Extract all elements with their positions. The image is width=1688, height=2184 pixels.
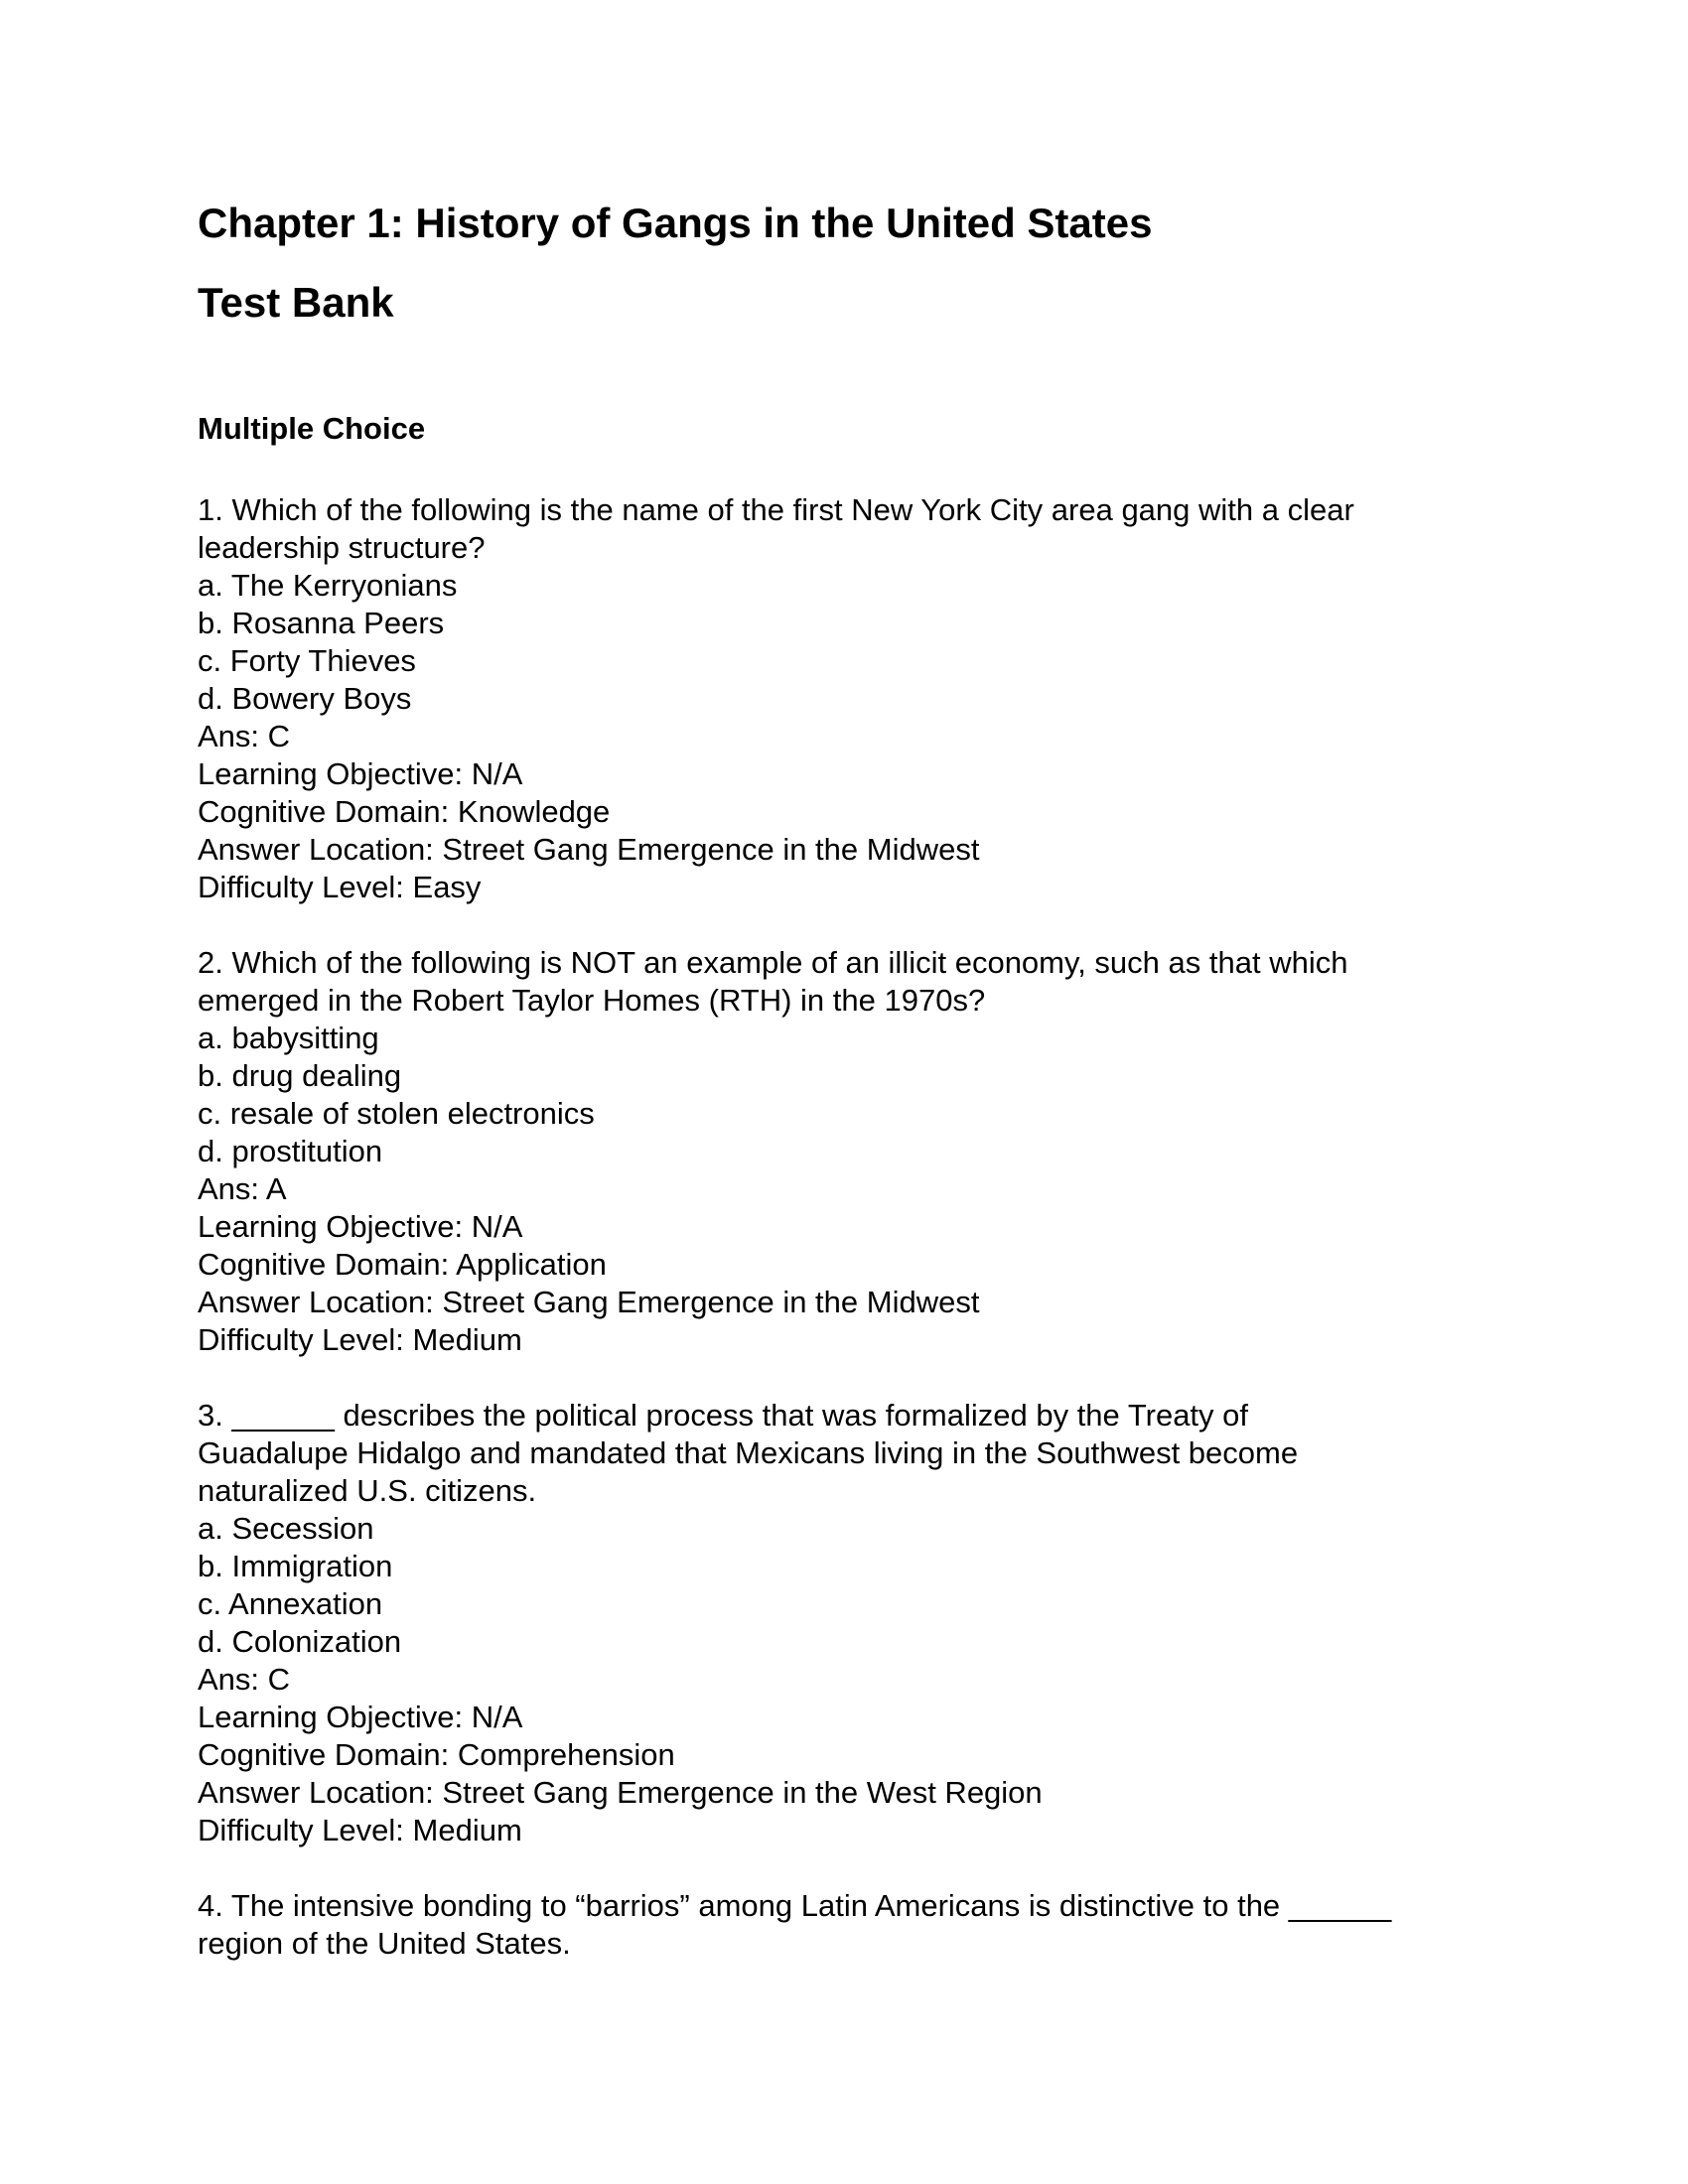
section-heading: Multiple Choice (198, 411, 426, 446)
question-stem: 4. The intensive bonding to “barrios” among Latin Americans is distinctive to the ______ (198, 1888, 1392, 1923)
question-metadata: Difficulty Level: Medium (198, 1322, 522, 1357)
answer-option: b. Rosanna Peers (198, 606, 445, 640)
question-stem: leadership structure? (198, 530, 486, 565)
question-metadata: Difficulty Level: Easy (198, 870, 482, 904)
question-stem: Guadalupe Hidalgo and mandated that Mexicans living in the Southwest become (198, 1435, 1299, 1470)
question-metadata: Cognitive Domain: Knowledge (198, 794, 611, 829)
question-metadata: Learning Objective: N/A (198, 1209, 523, 1244)
question-metadata: Ans: C (198, 719, 291, 753)
question-stem: emerged in the Robert Taylor Homes (RTH) in the 1970s? (198, 983, 986, 1018)
answer-option: c. resale of stolen electronics (198, 1096, 595, 1131)
test-bank-heading: Test Bank (198, 279, 394, 326)
question-metadata: Ans: A (198, 1171, 287, 1206)
question-metadata: Answer Location: Street Gang Emergence in the Midwest (198, 832, 980, 867)
question-2 (198, 944, 1391, 1359)
question-metadata: Answer Location: Street Gang Emergence in the Midwest (198, 1285, 980, 1319)
question-4 (198, 1887, 1391, 1963)
question-stem: 1. Which of the following is the name of the first New York City area gang with a clear (198, 492, 1354, 527)
question-stem: 2. Which of the following is NOT an example of an illicit economy, such as that which (198, 945, 1348, 980)
answer-option: d. Bowery Boys (198, 681, 412, 716)
answer-option: b. drug dealing (198, 1058, 402, 1093)
question-metadata: Learning Objective: N/A (198, 1700, 523, 1734)
answer-option: d. Colonization (198, 1624, 402, 1659)
question-metadata: Learning Objective: N/A (198, 756, 523, 791)
question-stem: 3. ______ describes the political process that was formalized by the Treaty of (198, 1398, 1249, 1433)
answer-option: a. The Kerryonians (198, 568, 458, 603)
question-metadata: Cognitive Domain: Comprehension (198, 1737, 675, 1772)
answer-option: d. prostitution (198, 1134, 383, 1168)
question-1 (198, 491, 1391, 906)
question-metadata: Answer Location: Street Gang Emergence in the West Region (198, 1775, 1043, 1810)
chapter-title: Chapter 1: History of Gangs in the United States (198, 200, 1153, 246)
answer-option: b. Immigration (198, 1549, 393, 1583)
question-metadata: Difficulty Level: Medium (198, 1813, 522, 1847)
question-stem: region of the United States. (198, 1926, 571, 1961)
question-metadata: Cognitive Domain: Application (198, 1247, 607, 1282)
answer-option: c. Forty Thieves (198, 643, 416, 678)
question-stem: naturalized U.S. citizens. (198, 1473, 537, 1508)
answer-option: a. babysitting (198, 1021, 379, 1055)
answer-option: a. Secession (198, 1511, 374, 1546)
answer-option: c. Annexation (198, 1586, 383, 1621)
question-list (198, 491, 1391, 2000)
question-3 (198, 1397, 1391, 1849)
question-metadata: Ans: C (198, 1662, 291, 1697)
